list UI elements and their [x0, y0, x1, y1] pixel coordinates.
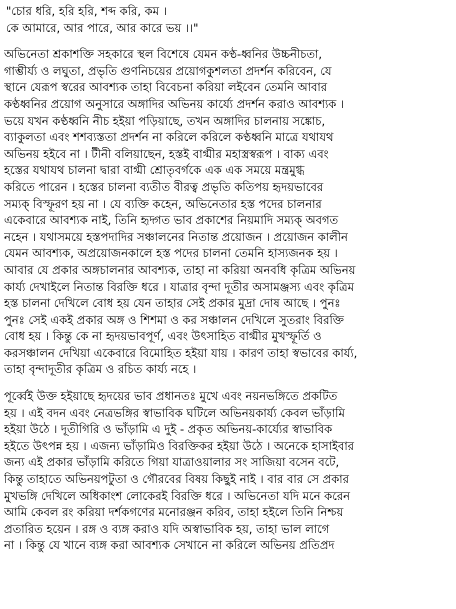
- paragraph-gap: [4, 378, 452, 388]
- text-line: প্রতারিত হয়েন । রঙ্গ ও ব্যঙ্গ করাও যদি অস্বাভাবিক হয়, তাহা ভাল লাগে: [4, 521, 330, 536]
- quoted-verse: [4, 3, 452, 36]
- text-line: অভিনেতা শ্রকাশক্তি সহকারে স্থল বিশেষে যেমন কণ্ঠ-ধ্বনির উচ্চনীচতা,: [4, 47, 323, 62]
- text-line: স্থানে যেরূপ স্বরের আবশ্যক তাহা বিবেচনা করিয়া লইবেন তেমনি আবার: [4, 80, 328, 95]
- text-line: অভিনয় হইবে না । টীনী বলিয়াছেন, হস্তই বাগ্মীর মহাস্ত্রস্বরূপ । বাক্য এবং: [4, 146, 329, 161]
- text-line: করিতে পারেন । হস্তের চালনা ব্যতীত বীরত্ব প্রভৃতি কতিপয় হৃদয়ভাবের: [4, 179, 324, 194]
- text-line: কণ্ঠধ্বনির প্রয়োগ অনুসারে অঙ্গাদির অভিনয় কার্য্যে প্রদর্শন করাও আবশ্যক ।: [4, 96, 345, 111]
- text-line: হইতে উৎপন্ন হয় । এজন্য ভাঁড়ামিও বিরক্তিকর হইয়া উঠে । অনেকে হাসাইবার: [4, 438, 354, 453]
- verse-line: "চোর ধরি, হরি হরি, শব্দ করি, কম ।: [6, 4, 167, 18]
- text-line: কার্য্য দেখাইলে নিতান্ত বিরক্তি ধরে । যাত্রার বৃন্দা দূতীর অসামঞ্জস্য এবং কৃত্রিম: [4, 279, 354, 294]
- text-line: কিন্তু তাহাতে অভিনয়পটুতা ও গৌরবের বিষয় কিছুই নাই । বার বার সে প্রকার: [4, 472, 349, 487]
- paragraph-2: [4, 388, 452, 554]
- text-line: হস্তের যথাযথ চালনা দ্বারা বাগ্মী শ্রোতৃবর্গকে এক এক সময়ে মন্ত্রমুগ্ধ: [4, 163, 305, 178]
- text-line: হস্ত চালনা দেখিলে বোধ হয় যেন তাহার সেই প্রকার মুদ্রা দোষ আছে । পুনঃ: [4, 296, 341, 311]
- text-line: গাম্ভীর্য্য ও লঘুতা, প্রভৃতি গুণনিচয়ের প্রয়োগকুশলতা প্রদর্শন করিবেন, যে: [4, 63, 332, 78]
- text-line: সম্যক্ বিস্ফূরণ হয় না । যে ব্যক্তি কহেন, অভিনেতার হস্ত পদের চালনার: [4, 196, 322, 211]
- text-line: পূর্ব্বেই উক্ত হইয়াছে হৃদয়ের ভাব প্রধানতঃ মুখে এবং নয়নভঙ্গিতে প্রকটিত: [4, 389, 338, 404]
- paragraph-gap: [4, 36, 452, 46]
- text-line: ব্যাকুলতা এবং শশব্যস্ততা প্রদর্শন না করিলে করিলে কণ্ঠধ্বনি মাত্রে যথাযথ: [4, 130, 334, 145]
- text-line: পুনঃ সেই একই প্রকার অঙ্গ ও শিশমা ও কর সঞ্চালন দেখিলে সুতরাং বিরক্তি: [4, 312, 344, 327]
- text-line: না । কিন্তু যে খানে ব্যঙ্গ করা আবশ্যক সেখানে না করিলে অভিনয় প্রতিপ্রদ: [4, 538, 335, 553]
- paragraph-1: [4, 46, 452, 378]
- verse-line: কে আমারে, আর পারে, আর কারে ভয় ।।": [6, 20, 199, 35]
- text-line: তাহা বৃন্দাদূতীর কৃত্রিম ও রচিত কার্য্য নহে ।: [4, 362, 197, 377]
- document-page: [4, 3, 452, 605]
- text-line: যেমন আবশ্যক, অপ্রয়োজনকালে হস্ত পদের চালনা তেমনি হাস্যজনক হয় ।: [4, 246, 338, 261]
- text-line: জন্য এই প্রকার ভাঁড়ামি করিতে গিয়া যাত্রাওয়ালার সং সাজিয়া বসেন বটে,: [4, 455, 340, 470]
- text-line: একেবারে আবশ্যক নাই, তিনি হৃদ্গত ভাব প্রকাশের নিয়মাদি সম্যক্ অবগত: [4, 213, 339, 228]
- text-line: ভয়ে যখন কণ্ঠধ্বনি নীচ হইয়া পড়িয়াছে, তখন অঙ্গাদির চালনায় সঙ্কোচ,: [4, 113, 326, 128]
- text-line: করসঞ্চালন দেখিয়া একেবারে বিমোহিত হইয়া যায় । কারণ তাহা স্বভাবের কার্য্য,: [4, 345, 358, 360]
- text-line: বোধ হয় । কিন্তু কে না হৃদয়ভাবপূর্ণ, এবং উৎসাহিত বাগ্মীর মুখস্ফূর্তি ও: [4, 329, 322, 344]
- text-line: আমি কেবল রং করিয়া দর্শকগণের মনোরঞ্জন করিব, তাহা হইলে তিনি নিশ্চয়: [4, 505, 344, 520]
- text-line: মুখভঙ্গি দেখিলে অধিকাংশ লোকেরই বিরক্তি ধরে । অভিনেতা যদি মনে করেন: [4, 488, 351, 503]
- text-line: আবার যে প্রকার অঙ্গচালনার আবশ্যক, তাহা না করিয়া অনবধি কৃত্রিম অভিনয়: [4, 262, 356, 277]
- text-line: হইয়া উঠে । দূতীগিরি ও ভাঁড়ামি এ দুই - প্রকৃত অভিনয়-কার্য্যের স্বাভাবিক: [4, 422, 333, 437]
- text-line: হয় । এই বদন এবং নেত্রভঙ্গির স্বাভাবিক ঘটিলে অভিনয়কার্য্য কেবল ভাঁড়ামি: [4, 405, 345, 420]
- text-line: নহেন । যথাসময়ে হস্তপদাদির সঞ্চালনের নিতান্ত প্রয়োজন । প্রয়োজন কালীন: [4, 229, 348, 244]
